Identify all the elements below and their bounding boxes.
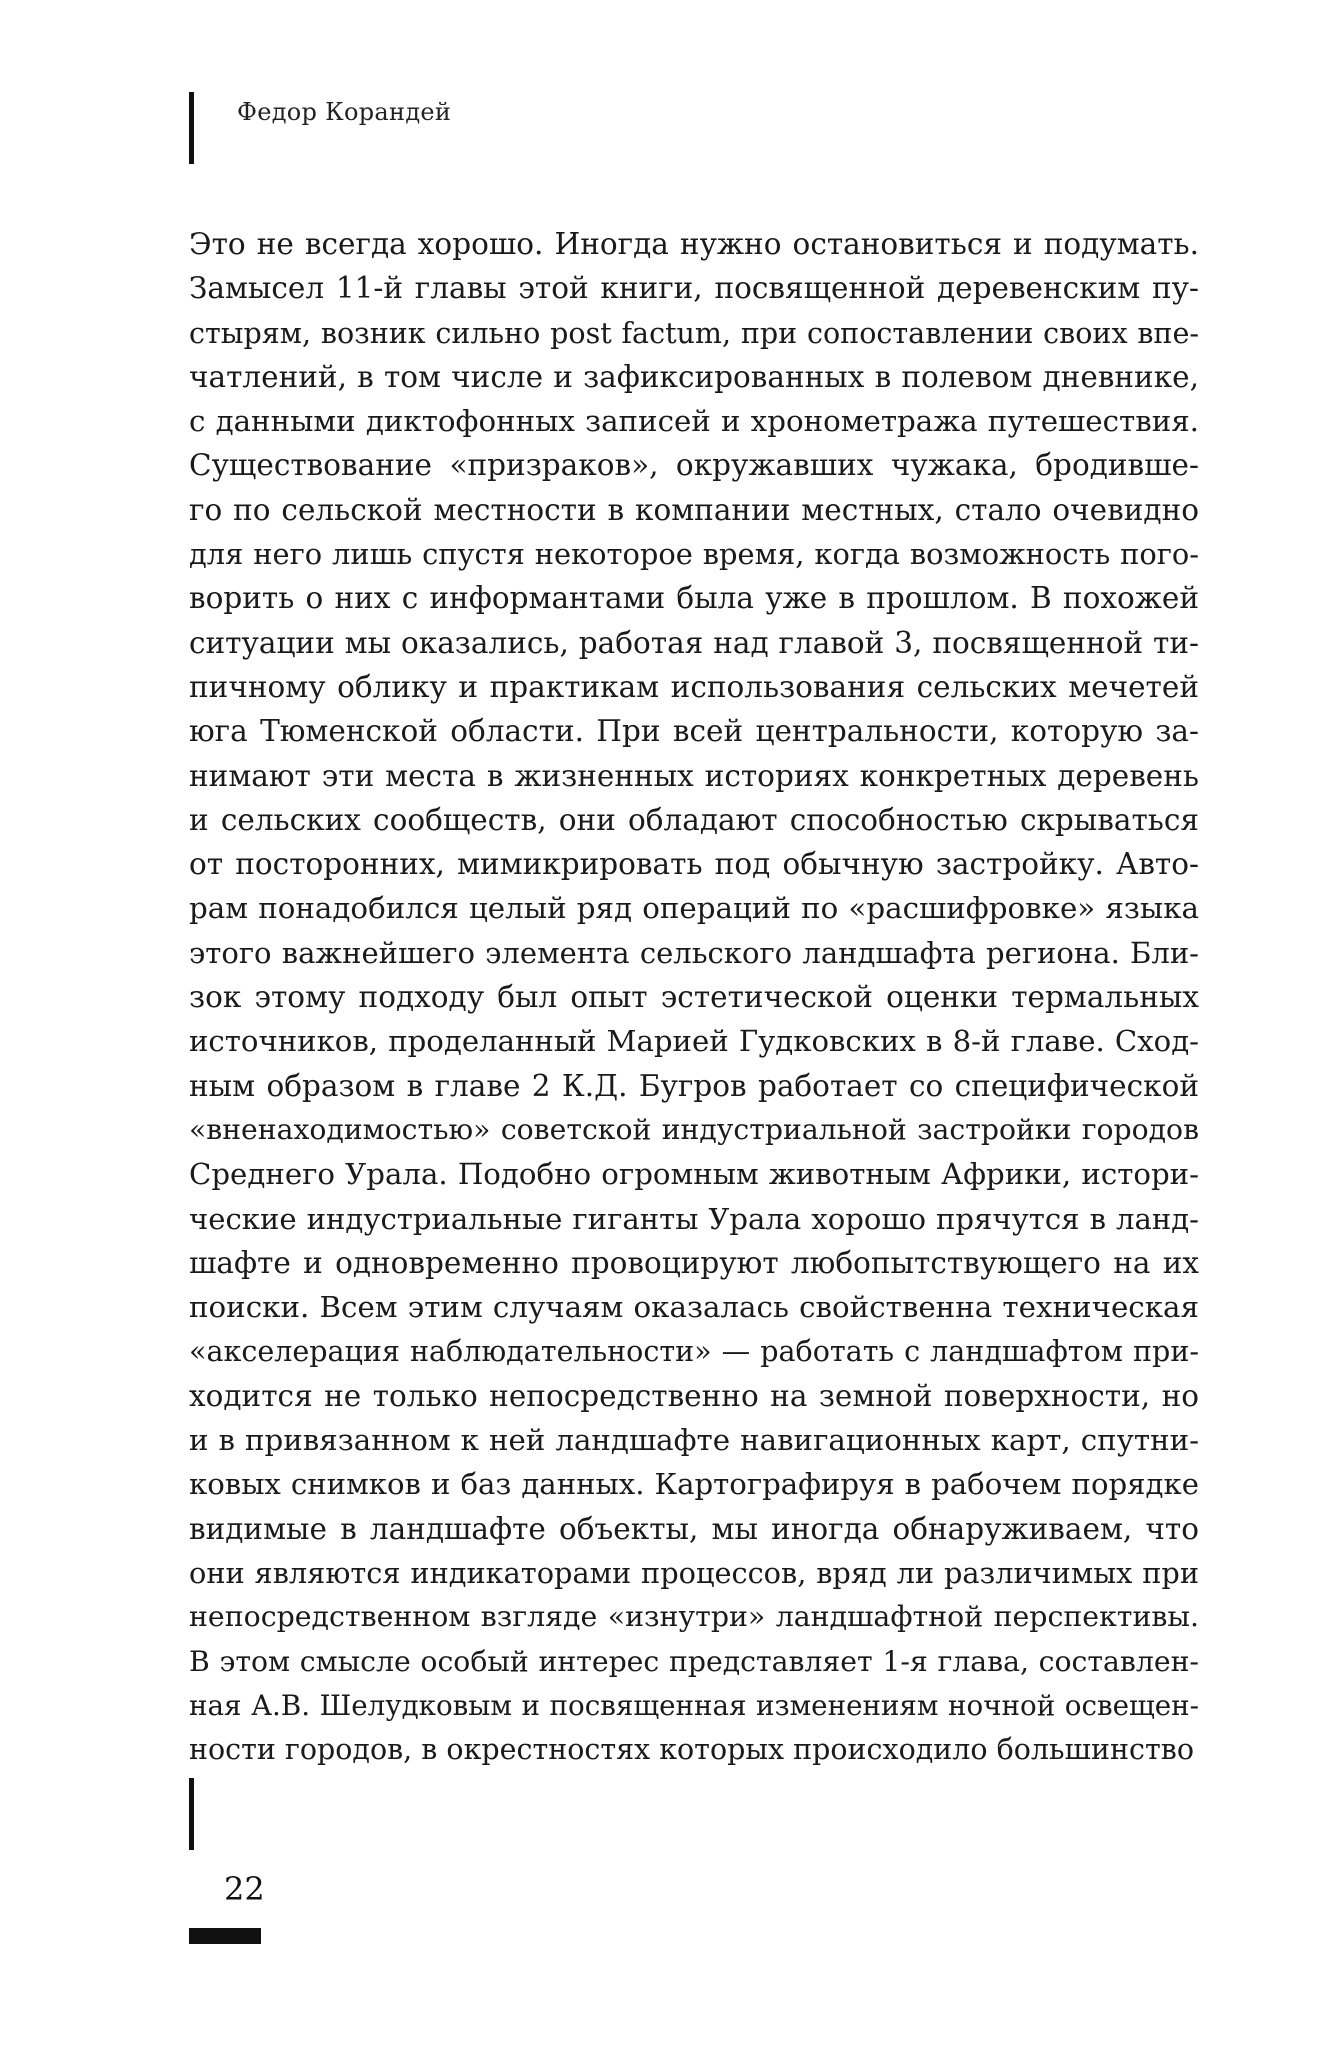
folio-bar xyxy=(189,1928,261,1944)
text-line: поиски. Всем этим случаям оказалась свойственна техническая xyxy=(189,1290,1199,1325)
text-line: В этом смысле особый интерес представляет 1-я глава, составлен- xyxy=(189,1644,1199,1678)
text-line: «акселерация наблюдательности» — работать с ландшафтом при- xyxy=(189,1334,1199,1369)
text-line: они являются индикаторами процессов, вряд ли различимых при xyxy=(189,1555,1199,1590)
text-line: Существование «призраков», окружавших чужака, бродивше- xyxy=(189,448,1199,483)
text-line: с данными диктофонных записей и хронометража путешествия. xyxy=(189,404,1199,439)
text-line: ческие индустриальные гиганты Урала хорошо прячутся в ланд- xyxy=(189,1201,1199,1236)
text-line: Это не всегда хорошо. Иногда нужно остановиться и подумать. xyxy=(189,227,1199,261)
running-head: Федор Корандей xyxy=(237,98,452,126)
text-line: и в привязанном к ней ландшафте навигационных карт, спутни- xyxy=(189,1423,1199,1458)
text-line: ная А.В. Шелудковым и посвященная изменениям ночной освещен- xyxy=(189,1688,1199,1722)
text-line: Среднего Урала. Подобно огромным животным Африки, истори- xyxy=(189,1157,1199,1192)
text-line: от посторонних, мимикрировать под обычную застройку. Авто- xyxy=(189,847,1199,882)
text-line: этого важнейшего элемента сельского ландшафта региона. Бли- xyxy=(189,935,1199,970)
text-line: ходится не только непосредственно на земной поверхности, но xyxy=(189,1378,1199,1413)
footer-rule xyxy=(189,1778,194,1850)
text-line: ворить о них с информантами была уже в прошлом. В похожей xyxy=(189,581,1199,616)
body-text xyxy=(189,222,1199,1772)
text-line: ковых снимков и баз данных. Картографируя в рабочем порядке xyxy=(189,1467,1199,1502)
text-line: ситуации мы оказались, работая над главой 3, посвященной ти- xyxy=(189,625,1199,660)
text-line: рам понадобился целый ряд операций по «расшифровке» языка xyxy=(189,891,1199,926)
text-line: нимают эти места в жизненных историях конкретных деревень xyxy=(189,758,1199,793)
text-line: стырям, возник сильно post factum, при сопоставлении своих впе- xyxy=(189,315,1199,350)
header-rule xyxy=(189,92,194,164)
text-line: и сельских сообществ, они обладают способностью скрываться xyxy=(189,802,1199,837)
text-line: го по сельской местности в компании местных, стало очевидно xyxy=(189,492,1199,527)
text-line: Замысел 11-й главы этой книги, посвященной деревенским пу- xyxy=(189,271,1199,306)
text-line: «вненаходимостью» советской индустриальной застройки городов xyxy=(189,1112,1199,1146)
text-line: шафте и одновременно провоцируют любопытствующего на их xyxy=(189,1245,1199,1280)
text-line: ным образом в главе 2 К.Д. Бугров работает со специфической xyxy=(189,1068,1199,1103)
page-number: 22 xyxy=(224,1870,265,1908)
text-line: чатлений, в том числе и зафиксированных в полевом дневнике, xyxy=(189,359,1199,394)
text-line: ности городов, в окрестностях которых происходило большинство xyxy=(189,1733,1194,1767)
text-line: видимые в ландшафте объекты, мы иногда обнаруживаем, что xyxy=(189,1511,1199,1546)
text-line: пичному облику и практикам использования сельских мечетей xyxy=(189,669,1199,704)
text-line: непосредственном взгляде «изнутри» ландшафтной перспективы. xyxy=(189,1600,1199,1634)
text-line: для него лишь спустя некоторое время, когда возможность пого- xyxy=(189,537,1199,572)
text-line: источников, проделанный Марией Гудковских в 8-й главе. Сход- xyxy=(189,1024,1199,1059)
text-line: юга Тюменской области. При всей центральности, которую за- xyxy=(189,714,1199,749)
text-line: зок этому подходу был опыт эстетической оценки термальных xyxy=(189,980,1199,1015)
